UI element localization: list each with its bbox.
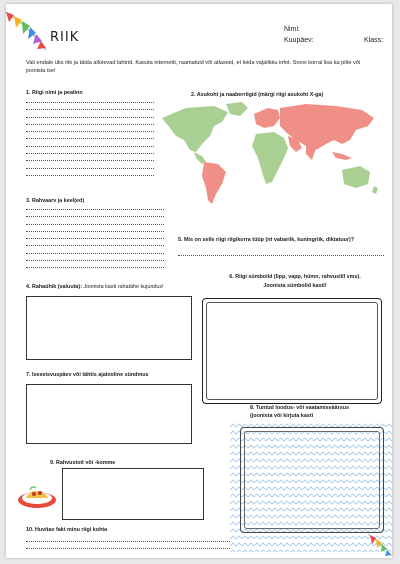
symbols-drawing-frame[interactable] (202, 298, 382, 404)
currency-drawing-box[interactable] (26, 296, 192, 360)
name-label: Nimi: (284, 26, 300, 33)
section-4-heading (26, 284, 164, 290)
food-drawing-box[interactable] (62, 468, 204, 520)
section-9-heading: 9. Rahvustoit või -komme (50, 460, 116, 466)
section-5-heading: 5. Mis on selle riigi riigikorra tüüp (nt vabariik, kuningriik, diktatuur)? (178, 237, 355, 243)
section-10-heading: 10. Huvitav fakt minu riigi kohta (26, 527, 108, 533)
class-label: Klass: (364, 37, 384, 44)
worksheet-page (6, 4, 392, 558)
intro-text: Vali endale üks riik ja täida allolevad lahtrid. Kasuta internetti, raamatuid või atlaseid, et leida vajalikku infot. Soovi korral lisa ka pilte või joonista ise! (26, 60, 361, 74)
section-4-instruction: Joonista kasti rahatähe kujundus! (83, 284, 164, 290)
section-1-heading: 1. Riigi nimi ja pealinn (26, 90, 83, 96)
page-title: RIIK (50, 30, 80, 45)
bunting-decoration (6, 4, 50, 50)
section-4-title: 4. Rahaühik (valuuta): (26, 284, 83, 290)
section-3-heading: 3. Rahvaarv ja keel(ed) (26, 198, 85, 204)
section-7-heading: 7. Iseseisvuspäev või tähtis ajalooline sündmus (26, 372, 149, 378)
section-5-line[interactable] (178, 255, 384, 262)
section-6-line-2: Joonista sümbolid kasti! (263, 283, 327, 289)
world-map[interactable] (156, 100, 386, 210)
section-3-lines[interactable] (26, 209, 164, 275)
landmark-drawing-frame[interactable] (240, 427, 384, 533)
bunting-decoration-bottom (368, 530, 392, 558)
event-drawing-box[interactable] (26, 384, 192, 444)
section-2-heading: 2. Asukoht ja naaberriigid (märgi riigi asukoht X-ga) (191, 92, 324, 98)
food-plate-icon (16, 482, 58, 512)
section-10-lines[interactable] (26, 541, 230, 556)
section-8-heading (250, 405, 349, 419)
section-1-lines[interactable] (26, 102, 154, 182)
section-8-line-1: 8. Tuntud loodus- või vaatamisväärsus (250, 405, 350, 411)
date-label: Kuupäev: (284, 37, 314, 44)
section-6-heading (202, 274, 388, 289)
section-8-line-2: (joonista või kirjuta kasti (250, 413, 314, 419)
section-6-line-1: 6. Riigi sümbolid (lipp, vapp, hümn, rahvuslill vms). (229, 274, 361, 280)
